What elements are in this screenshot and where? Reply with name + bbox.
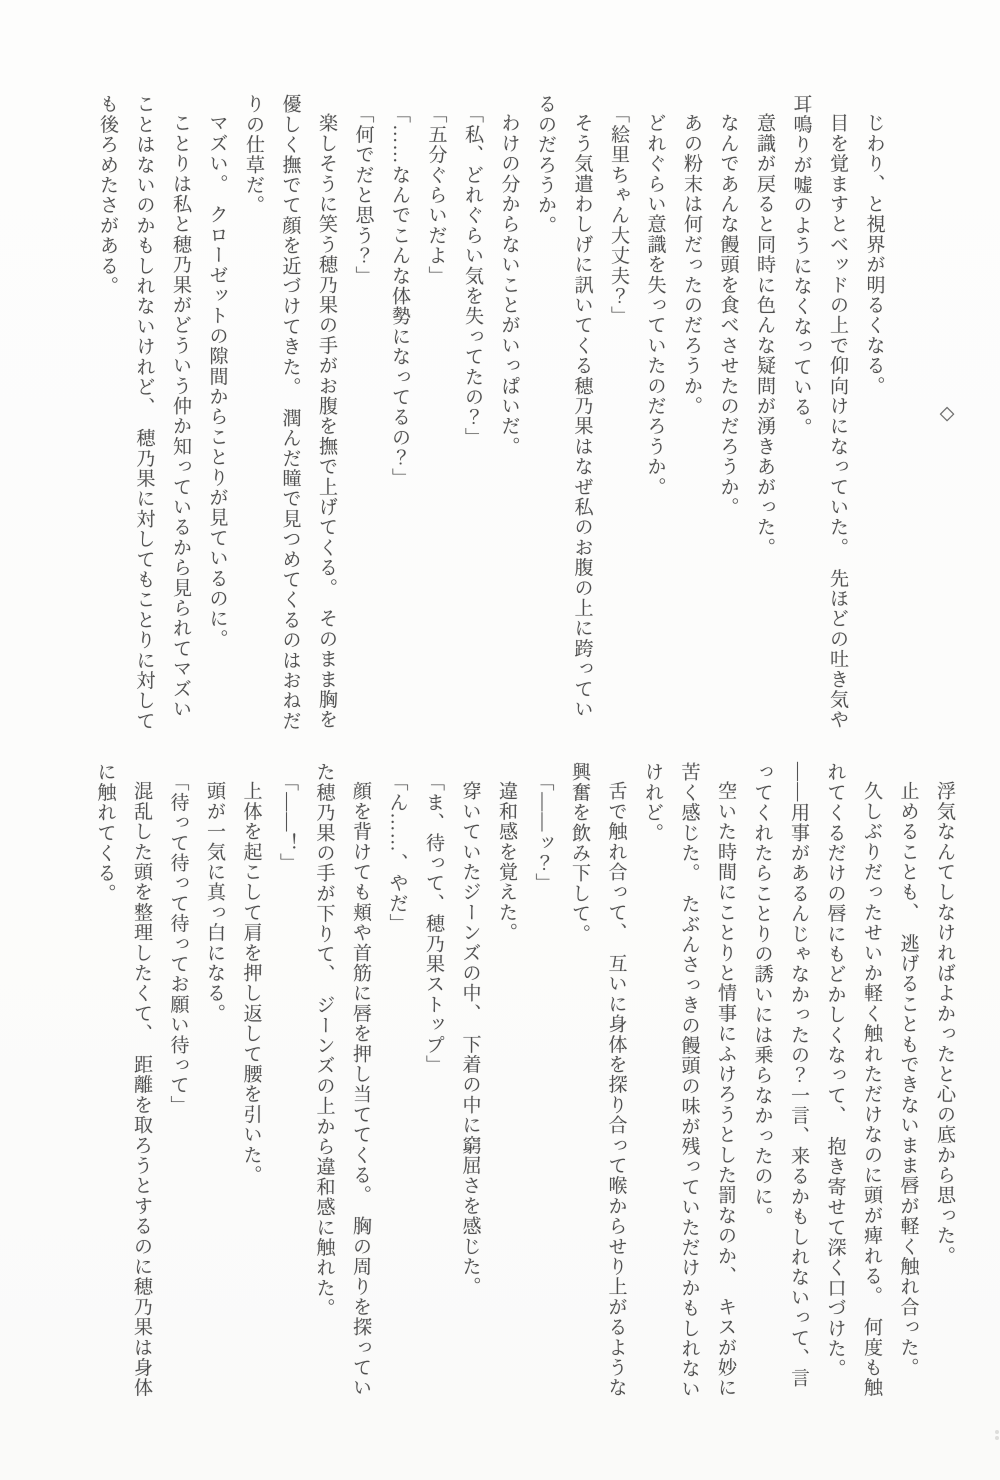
dialogue-line: 「——！」 bbox=[277, 771, 298, 873]
dialogue-line: 「五分ぐらいだよ」 bbox=[425, 103, 447, 286]
paragraph: 止めることも、 逃げることもできないまま唇が軽く触れ合った。 bbox=[897, 781, 919, 1378]
paragraph: じわり、と視界が明るくなる。 bbox=[863, 113, 885, 396]
text-block-bottom bbox=[86, 762, 962, 1402]
paragraph: あの粉末は何だったのだろうか。 bbox=[681, 113, 702, 416]
paragraph: そう気遣わしげに訊いてくる穂乃果はなぜ私のお腹の上に跨っているのだろうか。 bbox=[535, 94, 593, 719]
page-number-fragment bbox=[995, 1428, 1000, 1444]
paragraph: 久しぶりだったせいか軽く触れただけなのに頭が痺れる。 何度も触れてくるだけの唇にもどかしくなって、 抱き寄せて深く口づけた。 bbox=[824, 762, 882, 1398]
dialogue-line: 「……なんでこんな体勢になってるの？」 bbox=[389, 103, 410, 488]
dialogue-line: 「私、どれぐらい気を失ってたの？」 bbox=[462, 103, 483, 447]
paragraph: ——用事があるんじゃなかったの？一言、来るかもしれないって、言ってくれたらことりの誘いには乗らなかったのに。 bbox=[751, 762, 809, 1389]
dialogue-line: 「待って待って待ってお願い待って」 bbox=[167, 771, 189, 1115]
paragraph: わけの分からないことがいっぱいだ。 bbox=[498, 113, 520, 457]
paragraph: 違和感を覚えた。 bbox=[496, 781, 517, 943]
paragraph: 意識が戻ると同時に色んな疑問が湧きあがった。 bbox=[754, 113, 775, 558]
text-block-top bbox=[89, 94, 965, 734]
dialogue-line: 「何でだと思う？」 bbox=[352, 103, 374, 286]
paragraph: 楽しそうに笑う穂乃果の手がお腹を撫で上げてくる。 そのまま胸を優しく撫でて顔を近づけてきた。 潤んだ瞳で見つめてくるのはおねだりの仕草だ。 bbox=[243, 94, 337, 731]
paragraph: どれぐらい意識を失っていたのだろうか。 bbox=[644, 113, 666, 497]
paragraph: 頭が一気に真っ白になる。 bbox=[204, 781, 225, 1024]
paragraph: ことりは私と穂乃果がどういう仲か知っているから見られてマズいことはないのかもしれないけれど、 穂乃果に対してもことりに対しても後ろめたさがある。 bbox=[97, 94, 191, 731]
paragraph: 目を覚ますとベッドの上で仰向けになっていた。 先ほどの吐き気や耳鳴りが嘘のようになくなっている。 bbox=[790, 94, 848, 730]
paragraph: 顔を背けても頬や首筋に唇を押し当ててくる。 胸の周りを探っていた穂乃果の手が下りて、 ジーンズの上から違和感に触れた。 bbox=[313, 762, 371, 1398]
paragraph: 穿いていたジーンズの中、 下着の中に窮屈さを感じた。 bbox=[459, 781, 481, 1297]
section-divider-diamond: ◇ bbox=[936, 402, 957, 426]
paragraph: 浮気なんてしなければよかったと心の底から思った。 bbox=[934, 781, 955, 1266]
paragraph: 舌で触れ合って、 互いに身体を探り合って喉からせり上がるような興奮を飲み下して。 bbox=[569, 762, 627, 1398]
paragraph: 上体を起こして肩を押し返して腰を引いた。 bbox=[240, 781, 262, 1185]
dialogue-line: 「絵里ちゃん大丈夫？」 bbox=[608, 103, 629, 326]
paragraph: 混乱した頭を整理したくて、 距離を取ろうとするのに穂乃果は身体に触れてくる。 bbox=[94, 762, 152, 1398]
paragraph: 空いた時間にことりと情事にふけろうとした罰なのか、 キスが妙に苦く感じた。 たぶんさっきの饅頭の味が残っていただけかもしれないけれど。 bbox=[642, 762, 736, 1399]
paragraph: マズい。 クローゼットの隙間からことりが見ているのに。 bbox=[206, 113, 228, 649]
paragraph: なんであんな饅頭を食べさせたのだろうか。 bbox=[717, 113, 739, 517]
dialogue-line: 「ま、待って、穂乃果ストップ」 bbox=[423, 771, 444, 1075]
dialogue-line: 「ん……、やだ」 bbox=[386, 771, 408, 934]
dialogue-line: 「——ッ？」 bbox=[532, 771, 554, 893]
